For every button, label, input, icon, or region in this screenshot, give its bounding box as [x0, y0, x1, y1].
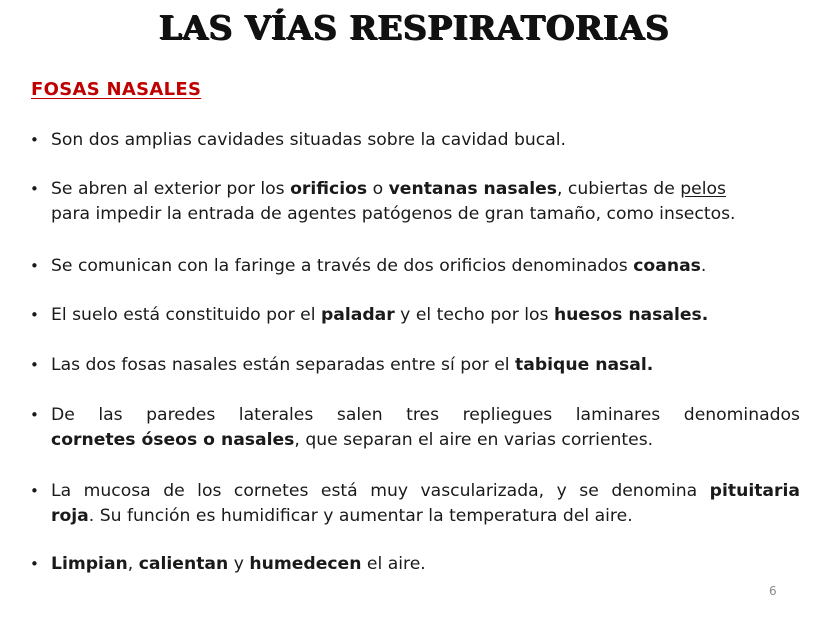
bullet-item-7 — [30, 479, 800, 529]
bold-term: coanas — [633, 256, 701, 276]
underlined-term: pelos — [680, 179, 726, 199]
bold-term: cornetes óseos o nasales — [51, 430, 295, 450]
bullet-text-segment: Son dos amplias cavidades situadas sobre la cavidad bucal. — [51, 130, 566, 150]
bullet-text-segment: y — [228, 554, 250, 574]
bold-term: orificios — [290, 179, 368, 199]
bullet-text — [30, 303, 800, 328]
bullet-text — [30, 353, 800, 378]
bold-term: humedecen — [249, 554, 362, 574]
bullet-text-segment: . — [700, 256, 707, 276]
bullet-text-line-2 — [51, 504, 800, 529]
bullet-text — [30, 552, 800, 577]
bullet-text — [30, 254, 800, 279]
bullet-text — [30, 177, 800, 227]
bullet-item-1 — [30, 128, 800, 153]
bullet-text-segment: o — [367, 179, 389, 199]
bold-term: roja — [51, 506, 89, 526]
bullet-item-4 — [30, 303, 800, 328]
bullet-marker: • — [30, 482, 39, 500]
bullet-text-segment: La mucosa de los cornetes está muy vascularizada, y se denomina — [51, 481, 710, 501]
bold-term: huesos nasales. — [553, 305, 709, 325]
bullet-text — [30, 403, 800, 453]
bullet-marker: • — [30, 356, 39, 374]
bullet-text-segment: el aire. — [361, 554, 426, 574]
bold-term: pituitaria — [709, 481, 800, 501]
bullet-text-segment: El suelo está constituido por el — [51, 305, 321, 325]
bullet-text-segment: , cubiertas de — [557, 179, 681, 199]
bullet-text-segment: , — [127, 554, 139, 574]
bullet-text — [30, 128, 800, 153]
bold-term: tabique nasal. — [515, 355, 654, 375]
bullet-marker: • — [30, 406, 39, 424]
bullet-text-segment: Se comunican con la faringe a través de dos orificios denominados — [51, 256, 634, 276]
slide-title: LAS VÍAS RESPIRATORIAS — [158, 8, 670, 47]
bullet-text-line-1 — [51, 479, 800, 504]
bullet-marker: • — [30, 180, 39, 198]
bullet-text-segment: , que separan el aire en varias corrientes. — [294, 430, 654, 450]
bullet-text-line-2: para impedir la entrada de agentes patógenos de gran tamaño, como insectos. — [51, 204, 736, 224]
bullet-text-segment: Se abren al exterior por los — [51, 179, 291, 199]
bullet-item-5 — [30, 353, 800, 378]
bullet-marker: • — [30, 306, 39, 324]
bullet-text — [30, 479, 800, 529]
bullet-marker: • — [30, 131, 39, 149]
bold-term: Limpian — [51, 554, 128, 574]
bullet-item-3 — [30, 254, 800, 279]
bullet-item-6 — [30, 403, 800, 453]
bullet-marker: • — [30, 555, 39, 573]
bold-term: paladar — [320, 305, 395, 325]
bullet-marker: • — [30, 257, 39, 275]
bullet-item-8 — [30, 552, 800, 577]
page-number: 6 — [769, 584, 777, 598]
bullet-text-segment: y el techo por los — [394, 305, 554, 325]
bold-term: calientan — [138, 554, 229, 574]
bullet-text-line-2 — [51, 428, 800, 453]
section-subtitle: FOSAS NASALES — [31, 79, 202, 100]
bullet-text-segment: . Su función es humidificar y aumentar la temperatura del aire. — [88, 506, 633, 526]
bold-term: ventanas nasales — [388, 179, 557, 199]
bullet-text-segment: Las dos fosas nasales están separadas entre sí por el — [51, 355, 516, 375]
bullet-text-line-1: De las paredes laterales salen tres repliegues laminares denominados — [51, 405, 800, 425]
bullet-item-2 — [30, 177, 800, 227]
